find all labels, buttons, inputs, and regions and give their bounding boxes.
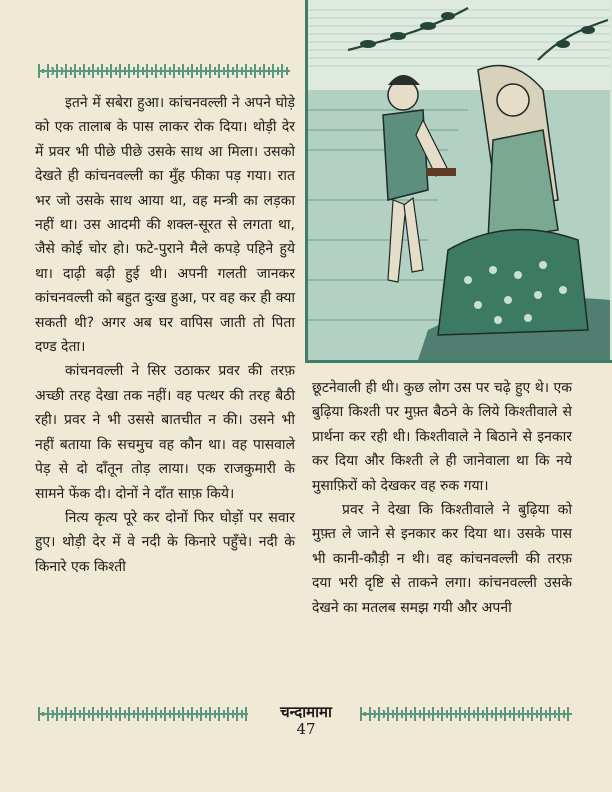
paragraph: छूटनेवाली ही थी। कुछ लोग उस पर चढ़े हुए थे। एक बुढ़िया किश्ती पर मुफ़्त बैठने के लिये किश्तीवाले से प्रार्थना कर रही थी। किश्तीवाले ने बिठाने से इनकार कर दिया और किश्ती ले ही जानेवाला था कि नये मुसाफ़िरों को देखकर वह रुक गया। [312,380,572,494]
paragraph: कांचनवल्ली ने सिर उठाकर प्रवर की तरफ़ अच्छी तरह देखा तक नहीं। वह पत्थर की तरह बैठी रही। प्रवर ने भी उससे बातचीत न की। उसने भी नहीं बताया कि सचमुच वह कौन था। वह पासवाले पेड़ से दो दाँतून तोड़ लाया। एक राजकुमारी के सामने फेंक दी। दोनों ने दाँत साफ़ किये। [35,363,295,502]
man-and-woman-by-river-illustration [308,0,610,360]
decorative-border-bottom-right [360,707,572,721]
paragraph: प्रवर ने देखा कि किश्तीवाले ने बुढ़िया को मुफ़्त ले जाने से इनकार कर दिया था। उसके पास भी कानी-कौड़ी न थी। वह कांचनवल्ली की तरफ़ दया भरी दृष्टि से ताकने लगा। कांचनवल्ली उसके देखने का मतलब समझ गयी और अपनी [312,502,572,616]
magazine-title: चन्दामामा [280,703,332,721]
story-illustration [305,0,612,363]
right-column [312,376,572,620]
decorative-border-top [38,64,290,78]
paragraph: इतने में सबेरा हुआ। कांचनवल्ली ने अपने घोड़े को एक तालाब के पास लाकर रोक दिया। थोड़ी देर में प्रवर भी पीछे पीछे उसके साथ आ मिला। उसको देखते ही कांचनवल्ली का मुँह फीका पड़ गया। रात भर जो उसके साथ आया था, वह मन्त्री का लड़का नहीं था। उस आदमी की शक्ल-सूरत से लगता था, जैसे कोई चोर हो। फटे-पुराने मैले कपड़े पहिने हुये था। दाढ़ी बढ़ी हुई थी। अपनी गलती जानकर कांचनवल्ली को बहुत दुःख हुआ, पर वह कर ही क्या सकती थी? अगर अब घर वापिस जाती तो पिता दण्ड देता। [35,95,295,356]
page-number: 47 [296,720,316,738]
left-column [35,91,295,579]
paragraph: नित्य कृत्य पूरे कर दोनों फिर घोड़ों पर सवार हुए। थोड़ी देर में वे नदी के किनारे पहुँचे। नदी के किनारे एक किश्ती [35,509,295,575]
decorative-border-bottom-left [38,707,248,721]
